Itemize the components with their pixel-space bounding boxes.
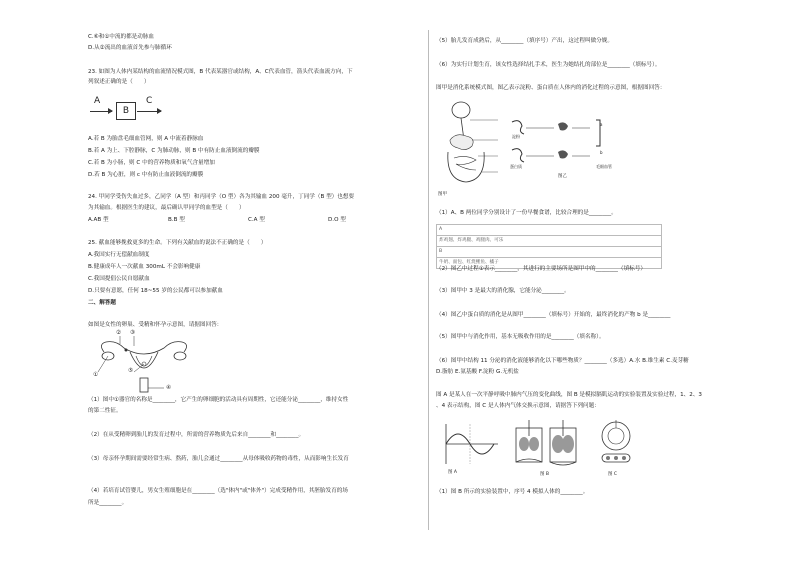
breakfast-table (436, 224, 662, 269)
q25-option-c: C.我国提倡公民自愿献血 (88, 276, 150, 282)
ovary-q5: （5）胎儿发育成熟后，从________（填序号）产出，这过程叫做分娩。 (436, 38, 613, 44)
pressure-curve-graph (440, 422, 500, 468)
capillary-label: 毛细血管 (596, 164, 612, 169)
q24-option-c: C.A 型 (248, 217, 265, 223)
q24-stem-cont: 为其输血。根据医生的建议，最后确认甲同学的血型是（ ） (88, 205, 245, 211)
ovary-q4: （4）若培育试管婴儿，男女生殖细胞是在________（选"体内"或"体外"）完成受精作用，其胚胎发育的场 (88, 488, 348, 494)
ovary-label-2: ② (116, 330, 122, 336)
ovary-q3: （3）母亲怀孕期间需要经常生病、熬药，胎儿会通过________从母体吸收药物的毒性，从而影响生长发育 (88, 456, 349, 462)
diagram-label-c: C (146, 96, 153, 106)
digestion-q6-options: D.脂肪 E.氨基酸 F.淀粉 G.无机盐 (436, 369, 519, 375)
ovary-q1-cont: 的第二性征。 (88, 408, 122, 414)
fig-yi-caption: 图乙 (558, 174, 567, 179)
ovary-q1: （1）图中①器官的名称是________，它产生的卵细胞的活动具有周期性，它还能分泌________，维持女性 (88, 397, 349, 403)
ovary-label-3: ③ (130, 330, 136, 336)
q22-option-d: D.从②流出的血液首先参与肺循环 (88, 45, 172, 51)
table-row (437, 225, 662, 236)
q25-stem: 25. 献血能够挽救更多的生命。下列有关献血的说法不正确的是（ ） (88, 240, 267, 246)
digestive-system-diagram (436, 100, 506, 190)
table-cell: 牛奶、面包、红烧鲤鱼、橘子 (437, 258, 662, 269)
q25-option-a: A.我国实行无偿献血制度 (88, 252, 150, 258)
section-heading: 二、解答题 (88, 300, 116, 306)
table-row (437, 236, 662, 247)
digestion-q4: （4）图乙中蛋白质的消化是从图甲________（填标号）开始的，最终消化的产物 b 是________ (436, 312, 671, 318)
protein-label: 蛋白质 (510, 164, 522, 169)
breathing-stem: 图 A 是某人在一次平静呼吸中肺内气压的变化曲线，图 B 是模拟膈肌运动的实验装置及实验过程，1、2、3 (436, 392, 702, 398)
q23-option-b: B.若 A 为上、下腔静脉，C 为肺动脉，则 B 中有防止血液倒流的瓣膜 (88, 148, 260, 154)
arrow-c (137, 111, 161, 112)
digestion-stem: 图甲是消化系统模式图，图乙表示淀粉、蛋白质在人体内的消化过程的示意图，根据图回答： (436, 85, 666, 91)
q22-option-c: C.⑥和①中流的都是动脉血 (88, 34, 155, 40)
table-cell: A (437, 225, 662, 236)
arrow-a (90, 111, 112, 112)
starch-label: 淀粉 (512, 134, 520, 139)
q25-option-d: D.只要有意愿，任何 18~55 岁的公民都可以参加献血 (88, 288, 223, 294)
ovary-label-5: ⑤ (128, 368, 134, 374)
fig-jia-caption: 图甲 (438, 192, 447, 197)
q25-option-b: B.健康成年人一次献血 300mL 不会影响健康 (88, 264, 201, 270)
q24-option-d: D.O 型 (328, 217, 346, 223)
blood-flow-diagram (90, 96, 180, 124)
ovary-q6: （6）为实行计划生育，该女性选择结扎手术，医生为她结扎的部位是________（填标号）。 (436, 62, 661, 68)
column-divider (428, 30, 429, 530)
digestion-q6: （6）图甲中结构 11 分泌的消化液能够消化以下哪些物质？________（多选）A.水 B.维生素 C.麦芽糖 (436, 358, 689, 364)
digestion-q1: （1）A、B 两位同学分别设计了一份早餐食谱，比较合理的是________。 (436, 210, 617, 216)
q23-option-a: A.若 B 为胎盘毛细血管网，则 A 中流着静脉血 (88, 136, 204, 142)
breathing-q1: （1）图 B 所示的实验装置中，序号 4 模拟人体的________。 (436, 489, 589, 495)
female-reproductive-diagram (94, 334, 194, 394)
fig-c-caption: 图 C (608, 472, 618, 477)
q23-stem-cont: 列叙述正确的是（ ） (88, 79, 150, 85)
digestion-q2: （2）图乙中过程①表示________，其进行的主要场所是图甲中的________（填标号） (436, 266, 646, 272)
digestion-q3: （3）图甲中 3 是最大的消化腺，它能分泌________。 (436, 288, 570, 294)
diagram-box-b: B (116, 102, 136, 120)
q24-option-b: B.B 型 (168, 217, 185, 223)
breathing-stem-cont: 、4 表示结构，图 C 是人体内气体交换示意图，请据答下列问题： (436, 403, 600, 409)
ovary-label-1: ① (93, 372, 99, 378)
table-row (437, 247, 662, 258)
q24-option-a: A.AB 型 (88, 217, 109, 223)
fig-b-caption: 图 B (540, 472, 550, 477)
table-cell: 炸鸡翅、炸鸡腿、鸡腿肉、可乐 (437, 236, 662, 247)
ovary-question-stem: 如图是女性的卵巢、受精和怀孕示意图，请据图回答： (88, 322, 223, 328)
product-a-label: a (600, 122, 603, 127)
diagram-label-a: A (94, 96, 101, 106)
fig-a-caption: 图 A (448, 470, 458, 475)
ovary-q4-cont: 所是________。 (88, 500, 128, 506)
q23-option-d: D.若 B 为心脏，则 c 中有防止血液倒流的瓣膜 (88, 172, 204, 178)
q23-option-c: C.若 B 为小肠，则 C 中的营养物质和氧气含量增加 (88, 160, 215, 166)
table-cell: B (437, 247, 662, 258)
digestion-q5: （5）图甲中与消化作用，基本无吸收作用的是________（填名称）。 (436, 334, 605, 340)
diaphragm-model-diagram (512, 418, 582, 470)
product-b-label: b (600, 150, 603, 155)
ovary-label-4: ④ (166, 385, 172, 391)
gas-exchange-diagram (594, 418, 638, 470)
q24-stem: 24. 甲同学受伤失血过多，乙同学（A 型）和丙同学（O 型）各为其输血 200 毫升，丁同学（B 型）也想要 (88, 194, 355, 200)
ovary-q2: （2）在从受精卵到胎儿的发育过程中，所需的营养物质先后来自________和________。 (88, 432, 305, 438)
q23-stem: 23. 如图为人体内某结构的血流情况模式图，B 代表某器官或结构，A、C代表血管，箭头代表血流方向，下 (88, 69, 353, 75)
